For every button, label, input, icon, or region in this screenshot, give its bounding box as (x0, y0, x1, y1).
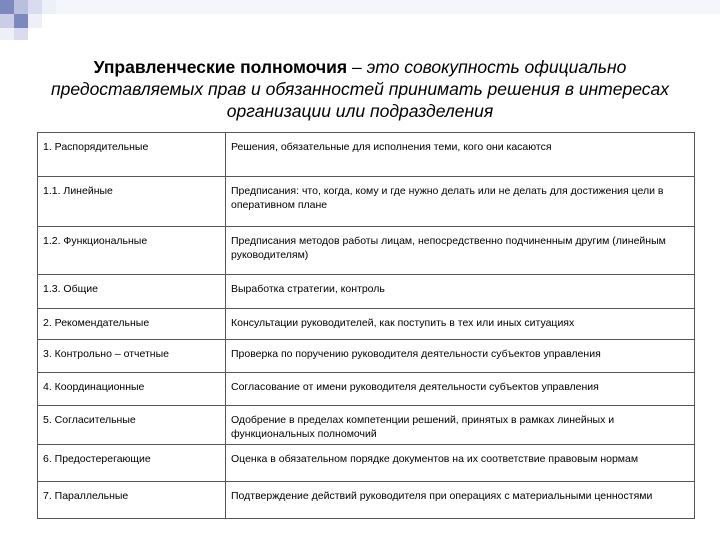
deco-square (0, 28, 14, 40)
table-row (38, 340, 695, 373)
header-decoration (0, 0, 720, 40)
power-type-cell: 1.3. Общие (38, 275, 226, 309)
slide-title (30, 56, 690, 122)
power-description-cell: Одобрение в пределах компетенции решений, принятых в рамках линейных и функциональных полномочий (226, 406, 695, 445)
power-description-cell: Оценка в обязательном порядке документов на их соответствие правовым нормам (226, 445, 695, 482)
power-type-cell: 2. Рекомендательные (38, 309, 226, 340)
power-type-cell: 5. Согласительные (38, 406, 226, 445)
power-type-cell: 1. Распорядительные (38, 133, 226, 177)
power-description-cell: Консультации руководителей, как поступить в тех или иных ситуациях (226, 309, 695, 340)
power-description-cell: Согласование от имени руководителя деятельности субъектов управления (226, 373, 695, 406)
deco-square (14, 28, 28, 40)
power-type-cell: 4. Координационные (38, 373, 226, 406)
power-description-cell: Выработка стратегии, контроль (226, 275, 695, 309)
table-row (38, 177, 695, 227)
power-type-cell: 1.1. Линейные (38, 177, 226, 227)
deco-square (42, 0, 56, 14)
table-row (38, 133, 695, 177)
power-description-cell: Предписания: что, когда, кому и где нужно делать или не делать для достижения цели в оперативном плане (226, 177, 695, 227)
deco-square (56, 0, 720, 14)
power-type-cell: 3. Контрольно – отчетные (38, 340, 226, 373)
deco-square (0, 14, 14, 28)
deco-square (14, 14, 28, 28)
power-type-cell: 7. Параллельные (38, 482, 226, 519)
deco-square (14, 0, 28, 14)
table-row (38, 406, 695, 445)
deco-square (0, 0, 14, 14)
power-type-cell: 6. Предостерегающие (38, 445, 226, 482)
table-row (38, 445, 695, 482)
power-description-cell: Предписания методов работы лицам, непосредственно подчиненным другим (линейным руководителям) (226, 227, 695, 275)
powers-table (37, 132, 695, 519)
table-row (38, 482, 695, 519)
deco-square (28, 0, 42, 14)
power-description-cell: Проверка по поручению руководителя деятельности субъектов управления (226, 340, 695, 373)
power-description-cell: Решения, обязательные для исполнения теми, кого они касаются (226, 133, 695, 177)
title-term: Управленческие полномочия (93, 57, 348, 77)
title-definition: – это совокупность официально предоставляемых прав и обязанностей принимать решения в интересах организации или подразделения (51, 57, 669, 121)
table-row (38, 227, 695, 275)
table-row (38, 309, 695, 340)
power-type-cell: 1.2. Функциональные (38, 227, 226, 275)
table-row (38, 373, 695, 406)
deco-square (28, 14, 42, 28)
power-description-cell: Подтверждение действий руководителя при операциях с материальными ценностями (226, 482, 695, 519)
table-row (38, 275, 695, 309)
